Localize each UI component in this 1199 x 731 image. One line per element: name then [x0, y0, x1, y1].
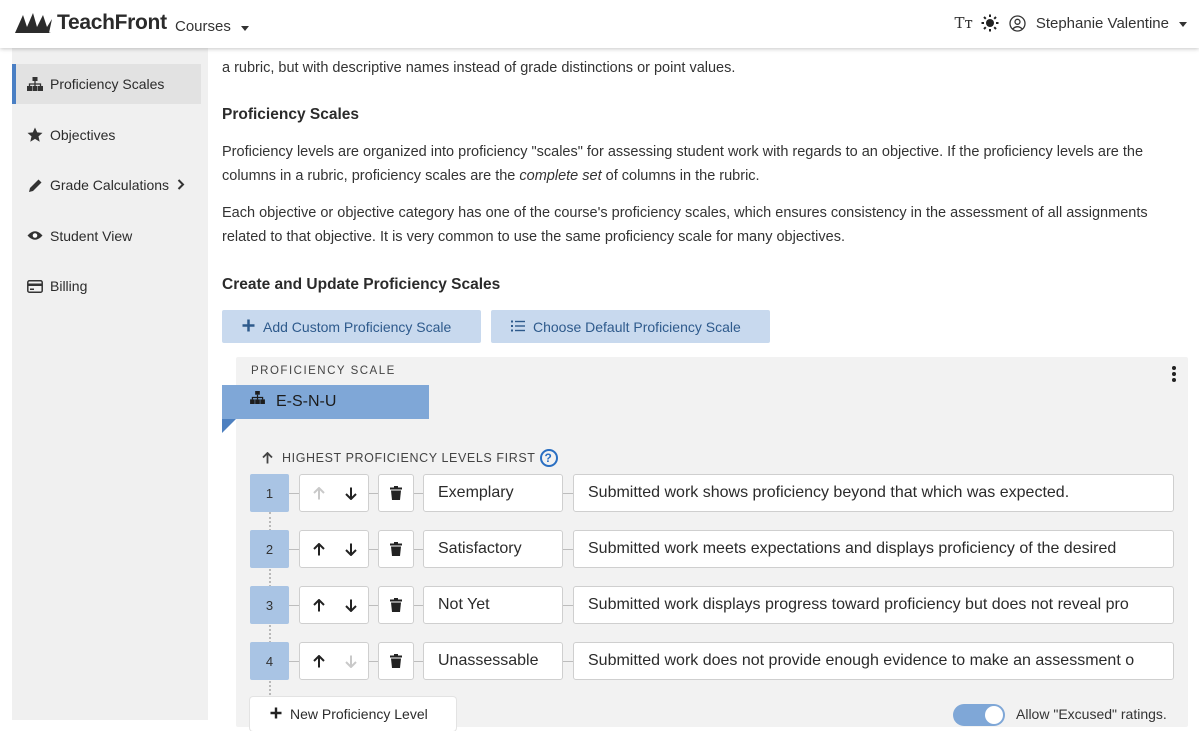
teachfront-logo[interactable]	[13, 11, 167, 35]
courses-label: Courses	[175, 18, 231, 35]
proficiency-level-row	[250, 642, 1175, 680]
text-size-icon[interactable]: Tт	[954, 14, 973, 32]
excused-ratings-toggle[interactable]	[953, 704, 1005, 726]
sidebar-item-billing[interactable]	[12, 266, 201, 306]
top-navbar	[0, 0, 1199, 48]
choose-default-scale-label: Choose Default Proficiency Scale	[533, 318, 741, 335]
scale-name-tag[interactable]	[222, 385, 429, 419]
excused-ratings-label: Allow "Excused" ratings.	[1016, 706, 1167, 722]
level-name-input[interactable]: Satisfactory	[423, 530, 563, 568]
new-level-button[interactable]	[250, 697, 456, 731]
proficiency-scales-heading: Proficiency Scales	[222, 106, 359, 123]
level-name-input[interactable]: Not Yet	[423, 586, 563, 624]
level-number: 1	[250, 474, 289, 512]
help-icon[interactable]: ?	[540, 449, 558, 467]
tag-fold	[222, 419, 236, 433]
courses-menu[interactable]	[175, 18, 249, 35]
level-reorder-controls	[299, 642, 369, 680]
add-custom-scale-label: Add Custom Proficiency Scale	[263, 318, 452, 335]
move-down-icon[interactable]	[338, 536, 364, 562]
move-up-icon	[306, 480, 332, 506]
user-menu-caret-icon[interactable]	[1179, 22, 1187, 27]
level-number: 3	[250, 586, 289, 624]
user-circle-icon	[1009, 15, 1026, 32]
new-level-label: New Proficiency Level	[290, 706, 428, 722]
trash-icon	[390, 486, 402, 500]
choose-default-scale-button[interactable]	[491, 310, 770, 343]
scale-name: E-S-N-U	[276, 393, 337, 410]
eye-icon	[27, 228, 43, 244]
sidebar	[12, 48, 208, 720]
level-number: 4	[250, 642, 289, 680]
user-name[interactable]: Stephanie Valentine	[1035, 14, 1169, 32]
trash-icon	[390, 542, 402, 556]
add-custom-scale-button[interactable]	[222, 310, 481, 343]
arrow-up-icon	[262, 452, 273, 464]
logo-icon	[13, 11, 53, 35]
sidebar-item-label: Objectives	[50, 126, 116, 143]
level-description-input[interactable]: Submitted work shows proficiency beyond that which was expected.	[573, 474, 1174, 512]
proficiency-level-row	[250, 474, 1175, 512]
sidebar-item-label: Proficiency Scales	[50, 76, 165, 92]
level-name-input[interactable]: Exemplary	[423, 474, 563, 512]
proficiency-scales-description	[222, 141, 1180, 188]
plus-icon	[242, 319, 255, 335]
sidebar-item-objectives[interactable]	[12, 115, 201, 155]
objective-consistency-text: Each objective or objective category has one of the course's proficiency scales, which ensures consistency in the assessment of all assignments related to that objective. It is very common to use the same proficiency scale for many objectives.	[222, 205, 1148, 245]
more-options-icon[interactable]	[1172, 366, 1176, 382]
delete-level-button[interactable]	[378, 586, 414, 624]
trash-icon	[390, 654, 402, 668]
level-order-toggle[interactable]	[262, 449, 558, 467]
level-reorder-controls	[299, 586, 369, 624]
description-text: Proficiency levels are organized into proficiency "scales" for assessing student work with regards to an objective. If the proficiency levels are the columns in a rubric, proficiency scales are the	[222, 144, 1144, 184]
sidebar-item-label: Grade Calculations	[50, 177, 170, 193]
pencil-icon	[27, 177, 43, 193]
move-up-icon[interactable]	[306, 536, 332, 562]
delete-level-button[interactable]	[378, 474, 414, 512]
description-emphasis: complete set	[519, 167, 602, 184]
level-description-input[interactable]: Submitted work meets expectations and displays proficiency of the desired	[573, 530, 1174, 568]
move-down-icon[interactable]	[338, 480, 364, 506]
level-number: 2	[250, 530, 289, 568]
sidebar-item-student-view[interactable]	[12, 216, 201, 256]
level-reorder-controls	[299, 530, 369, 568]
move-down-icon	[338, 648, 364, 674]
proficiency-scale-label: PROFICIENCY SCALE	[251, 365, 396, 377]
sitemap-icon	[27, 76, 43, 92]
sun-icon[interactable]	[981, 14, 999, 32]
level-description-input[interactable]: Submitted work does not provide enough evidence to make an assessment o	[573, 642, 1174, 680]
trash-icon	[390, 598, 402, 612]
chevron-right-icon	[177, 178, 185, 193]
plus-icon	[270, 704, 282, 724]
sidebar-item-proficiency-scales[interactable]	[12, 64, 201, 104]
caret-down-icon	[241, 26, 249, 31]
list-icon	[511, 319, 525, 335]
proficiency-level-row	[250, 530, 1175, 568]
brand-name: TeachFront	[57, 11, 167, 34]
level-description-input[interactable]: Submitted work displays progress toward proficiency but does not reveal pro	[573, 586, 1174, 624]
toggle-knob	[985, 706, 1003, 724]
credit-card-icon	[27, 278, 43, 294]
delete-level-button[interactable]	[378, 530, 414, 568]
sidebar-item-grade-calculations[interactable]	[12, 165, 201, 205]
description-text-end: of columns in the rubric.	[601, 167, 760, 184]
level-order-label: HIGHEST PROFICIENCY LEVELS FIRST	[282, 451, 536, 465]
move-down-icon[interactable]	[338, 592, 364, 618]
sitemap-icon	[250, 391, 265, 409]
star-icon	[27, 127, 43, 143]
move-up-icon[interactable]	[306, 648, 332, 674]
move-up-icon[interactable]	[306, 592, 332, 618]
sidebar-item-label: Billing	[50, 278, 88, 294]
proficiency-level-row	[250, 586, 1175, 624]
sidebar-item-label: Student View	[50, 227, 133, 244]
create-update-heading: Create and Update Proficiency Scales	[222, 276, 501, 293]
intro-text-tail: a rubric, but with descriptive names instead of grade distinctions or point values.	[222, 60, 736, 76]
level-name-input[interactable]: Unassessable	[423, 642, 563, 680]
level-reorder-controls	[299, 474, 369, 512]
delete-level-button[interactable]	[378, 642, 414, 680]
